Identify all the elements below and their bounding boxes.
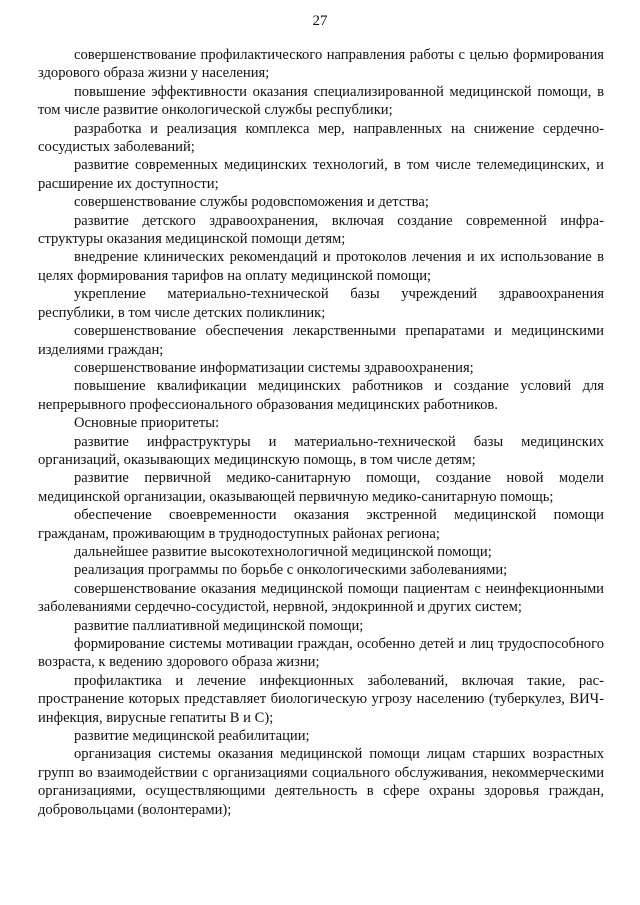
paragraph: дальнейшее развитие высокотехнологичной медицинской помощи;	[74, 543, 492, 560]
paragraph: профилактика и лечение инфекционных заболеваний, включая такие, распространение которых представляет биологическую угрозу населению (туберкулез, ВИЧ-инфекция, вирусные гепатиты В и С);	[38, 672, 604, 726]
paragraph: совершенствование профилактического направления работы с целью формирования здорового образа жизни у населения;	[38, 47, 604, 82]
paragraph: совершенствование службы родовспоможения и детства;	[74, 194, 429, 211]
paragraph: развитие детского здравоохранения, включая создание современной инфраструктуры оказания медицинской помощи детям;	[38, 212, 604, 248]
paragraph: реализация программы по борьбе с онкологическими заболеваниями;	[74, 562, 508, 579]
page-number: 27	[312, 13, 328, 29]
paragraph: совершенствование информатизации системы здравоохранения;	[74, 359, 474, 376]
paragraph: укрепление материально-технической базы учреждений здравоохранения республики, в том числе детских поликлиник;	[38, 286, 604, 321]
document-body	[38, 46, 604, 819]
paragraph: разработка и реализация комплекса мер, направленных на снижение сердечно-сосудистых заболеваний;	[38, 120, 604, 156]
paragraph: развитие первичной медико-санитарную помощи, создание новой модели медицинской организации, оказывающей первичную медико-санитарную помощь;	[38, 470, 604, 505]
paragraph: развитие инфраструктуры и материально-технической базы медицинских организаций, оказывающих медицинскую помощь, в том числе детям;	[38, 433, 604, 468]
paragraph: совершенствование оказания медицинской помощи пациентам с неинфекционными заболеваниями сердечно-сосудистой, нервной, эндокринной и других систем;	[38, 580, 604, 616]
paragraph: обеспечение своевременности оказания экстренной медицинской помощи гражданам, проживающим в труднодоступных районах региона;	[38, 507, 604, 542]
paragraph: развитие современных медицинских технологий, в том числе телемедицинских, и расширение их доступности;	[38, 157, 604, 192]
paragraph: развитие паллиативной медицинской помощи;	[74, 617, 364, 634]
paragraph: развитие медицинской реабилитации;	[74, 728, 310, 745]
paragraph: внедрение клинических рекомендаций и протоколов лечения и их использование в целях формирования тарифов на оплату медицинской помощи;	[38, 249, 604, 284]
section-heading: Основные приоритеты:	[74, 415, 220, 432]
paragraph: организация системы оказания медицинской помощи лицам старших возрастных групп во взаимодействии с организациями социального обслуживания, некоммерческими организациями, осуществляющими деятельность в сфере охраны здоровья граждан, добровольцами (волонтерами);	[38, 746, 604, 818]
paragraph: повышение квалификации медицинских работников и создание условий для непрерывного профессионального образования медицинских работников.	[38, 378, 604, 413]
paragraph: формирование системы мотивации граждан, особенно детей и лиц трудоспособного возраста, к ведению здорового образа жизни;	[38, 636, 604, 671]
paragraph: повышение эффективности оказания специализированной медицинской помощи, в том числе развитие онкологической службы республики;	[38, 83, 604, 119]
paragraph: совершенствование обеспечения лекарственными препаратами и медицинскими изделиями граждан;	[38, 323, 604, 358]
